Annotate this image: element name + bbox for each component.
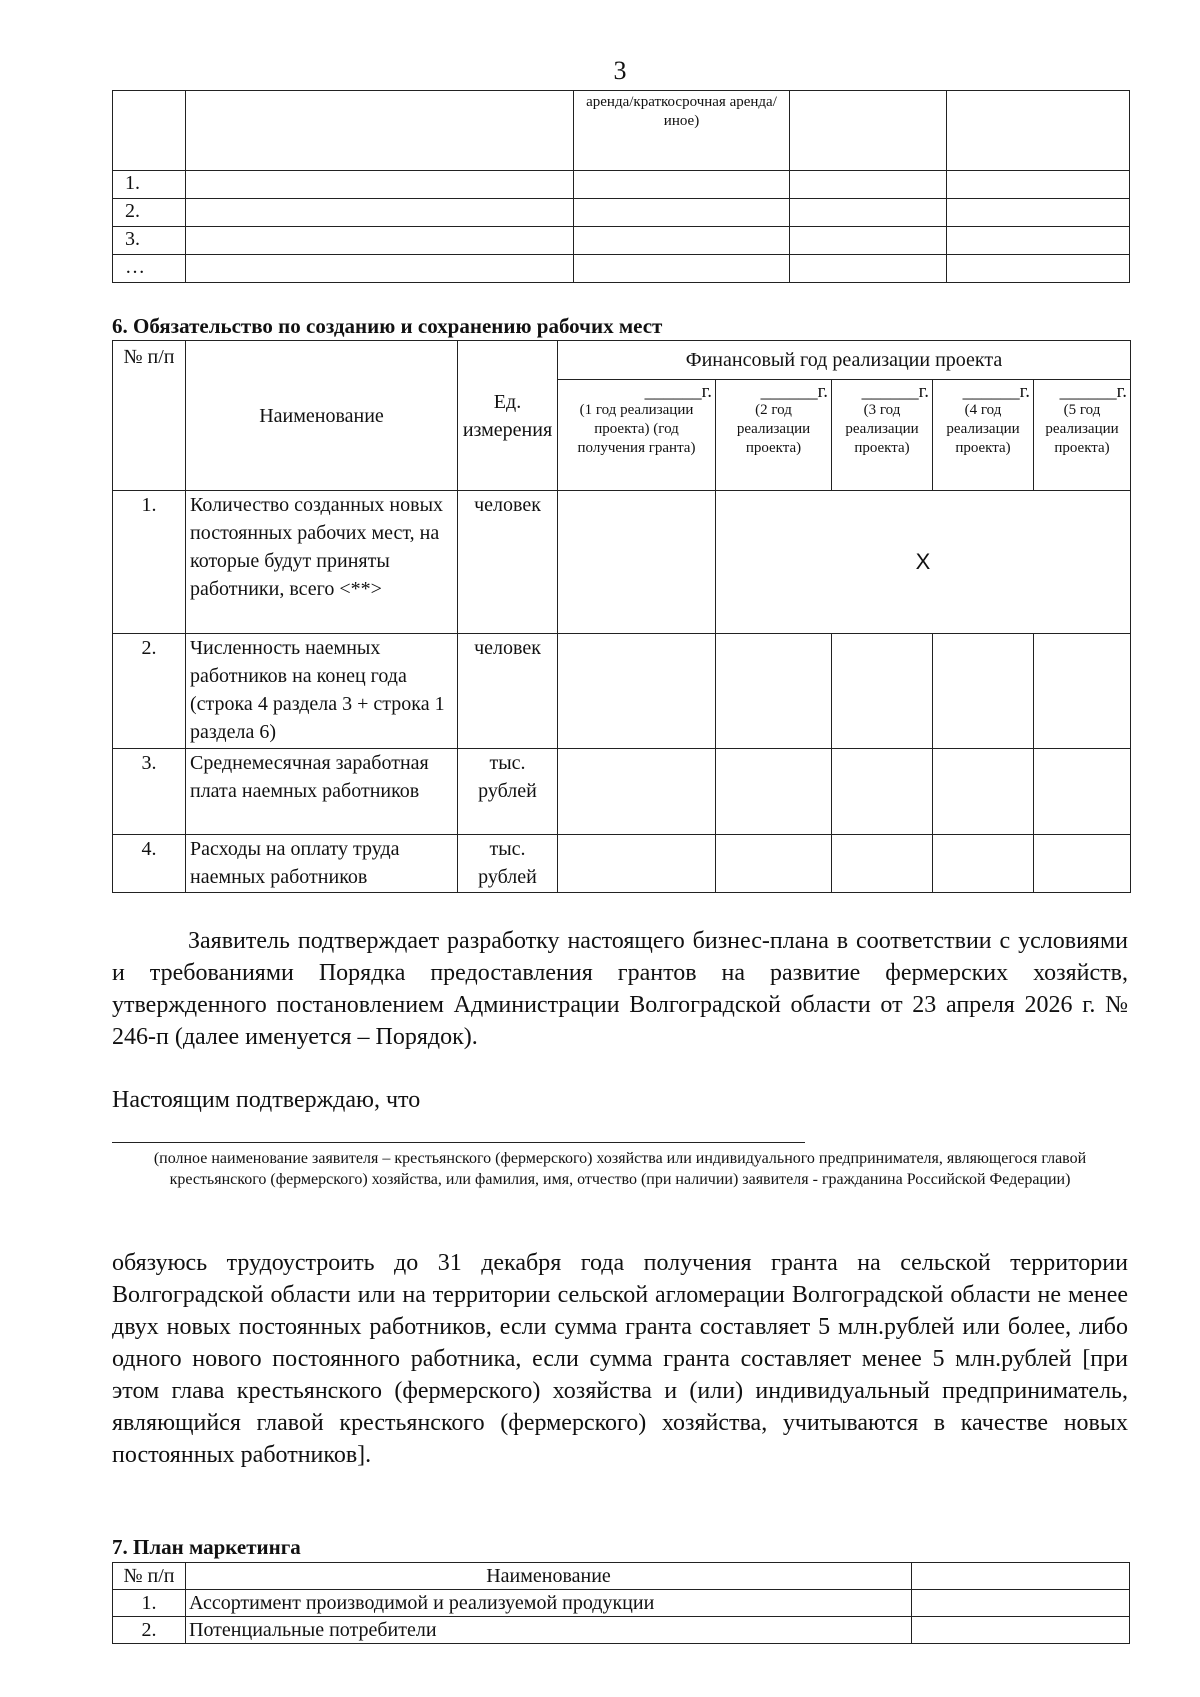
column-header-unit: Ед. измерения xyxy=(458,341,558,491)
jobs-table xyxy=(112,340,1131,893)
year-5-header xyxy=(1034,380,1131,491)
column-header-name: Наименование xyxy=(186,1563,912,1590)
row-number: 2. xyxy=(113,634,186,749)
page-number: 3 xyxy=(613,56,627,85)
year-description: (4 год реализации проекта) xyxy=(946,402,1020,456)
year-description: (1 год реализации проекта) (год получения гранта) xyxy=(577,402,696,456)
value-cell[interactable] xyxy=(912,1617,1130,1644)
obligation-paragraph: обязуюсь трудоустроить до 31 декабря года получения гранта на сельской территории Волгоградской области или на территории сельской агломерации Волгоградской области не менее двух новых постоянных работников, если сумма гранта составляет 5 млн.рублей или более, либо одного нового постоянного работника, если сумма гранта составляет менее 5 млн.рублей [при этом глава крестьянского (фермерского) хозяйства и (или) индивидуальный предприниматель, являющийся главой крестьянского (фермерского) хозяйства, учитываются в качестве новых постоянных работников]. xyxy=(112,1250,1128,1468)
value-cell[interactable] xyxy=(933,835,1034,893)
value-cell[interactable] xyxy=(832,634,933,749)
row-name: Количество созданных новых постоянных рабочих мест, на которые будут приняты работники, всего <**> xyxy=(186,491,458,634)
row-number: 1. xyxy=(113,491,186,634)
year-label: ______г. xyxy=(861,381,929,402)
column-header-name xyxy=(186,341,458,491)
value-cell[interactable] xyxy=(716,835,832,893)
value-cell[interactable] xyxy=(716,749,832,835)
column-header-number: № п/п xyxy=(113,1563,186,1590)
continuation-table xyxy=(112,90,1130,283)
cell xyxy=(947,91,1130,171)
value-cell[interactable] xyxy=(912,1590,1130,1617)
column-header-fin-year: Финансовый год реализации проекта xyxy=(558,341,1131,380)
year-label: ______г. xyxy=(760,381,828,402)
year-description: (3 год реализации проекта) xyxy=(845,402,919,456)
row-name: Расходы на оплату труда наемных работников xyxy=(186,835,458,893)
value-cell[interactable] xyxy=(1034,835,1131,893)
row-name: Ассортимент производимой и реализуемой продукции xyxy=(186,1590,912,1617)
cell xyxy=(790,91,947,171)
year-description: (5 год реализации проекта) xyxy=(1045,402,1119,456)
value-cell[interactable] xyxy=(558,749,716,835)
not-applicable-mark: X xyxy=(716,491,1131,634)
row-number: 2. xyxy=(113,1617,186,1644)
row-number: 4. xyxy=(113,835,186,893)
year-2-header xyxy=(716,380,832,491)
value-cell[interactable] xyxy=(1034,634,1131,749)
applicant-name-line[interactable] xyxy=(112,1142,805,1143)
row-number: 1. xyxy=(113,171,186,199)
value-cell[interactable] xyxy=(558,835,716,893)
year-4-header xyxy=(933,380,1034,491)
value-cell[interactable] xyxy=(933,749,1034,835)
row-unit: человек xyxy=(458,491,558,634)
cell xyxy=(912,1563,1130,1590)
column-header-name-label: Наименование xyxy=(259,404,384,427)
row-number: 2. xyxy=(113,199,186,227)
column-header-number: № п/п xyxy=(113,341,186,491)
row-unit: тыс. рублей xyxy=(458,749,558,835)
year-3-header xyxy=(832,380,933,491)
year-1-header xyxy=(558,380,716,491)
year-label: ______г. xyxy=(1059,381,1128,402)
value-cell[interactable] xyxy=(832,835,933,893)
value-cell[interactable] xyxy=(832,749,933,835)
section-6-title: 6. Обязательство по созданию и сохранению рабочих мест xyxy=(112,314,663,338)
value-cell[interactable] xyxy=(933,634,1034,749)
value-cell[interactable] xyxy=(558,491,716,634)
confirm-line: Настоящим подтверждаю, что xyxy=(112,1087,421,1113)
statement-paragraph: Заявитель подтверждает разработку настоящего бизнес-плана в соответствии с условиями и требованиями Порядка предоставления грантов на развитие фермерских хозяйств, утвержденного постановлением Администрации Волгоградской области от 23 апреля 2026 г. № 246-п (далее именуется – Порядок). xyxy=(112,928,1128,1050)
row-name: Среднемесячная заработная плата наемных работников xyxy=(186,749,458,835)
row-number: … xyxy=(113,255,186,283)
year-label: ______г. xyxy=(644,381,712,402)
row-number: 3. xyxy=(113,227,186,255)
row-number: 1. xyxy=(113,1590,186,1617)
row-unit: тыс. рублей xyxy=(458,835,558,893)
column-header-fragment: аренда/краткосрочная аренда/ иное) xyxy=(574,91,790,171)
row-unit: человек xyxy=(458,634,558,749)
value-cell[interactable] xyxy=(716,634,832,749)
row-number: 3. xyxy=(113,749,186,835)
marketing-plan-table xyxy=(112,1562,1130,1644)
year-label: ______г. xyxy=(962,381,1030,402)
value-cell[interactable] xyxy=(1034,749,1131,835)
section-7-title: 7. План маркетинга xyxy=(112,1535,301,1559)
cell xyxy=(186,91,574,171)
applicant-caption: (полное наименование заявителя – крестьянского (фермерского) хозяйства или индивидуального предпринимателя, являющегося главой крестьянского (фермерского) хозяйства, или фамилия, имя, отчество (при наличии) заявителя - гражданина Российской Федерации) xyxy=(153,1150,1087,1188)
year-description: (2 год реализации проекта) xyxy=(736,402,811,456)
row-name: Потенциальные потребители xyxy=(186,1617,912,1644)
cell xyxy=(113,91,186,171)
row-name: Численность наемных работников на конец года (строка 4 раздела 3 + строка 1 раздела 6) xyxy=(186,634,458,749)
value-cell[interactable] xyxy=(558,634,716,749)
